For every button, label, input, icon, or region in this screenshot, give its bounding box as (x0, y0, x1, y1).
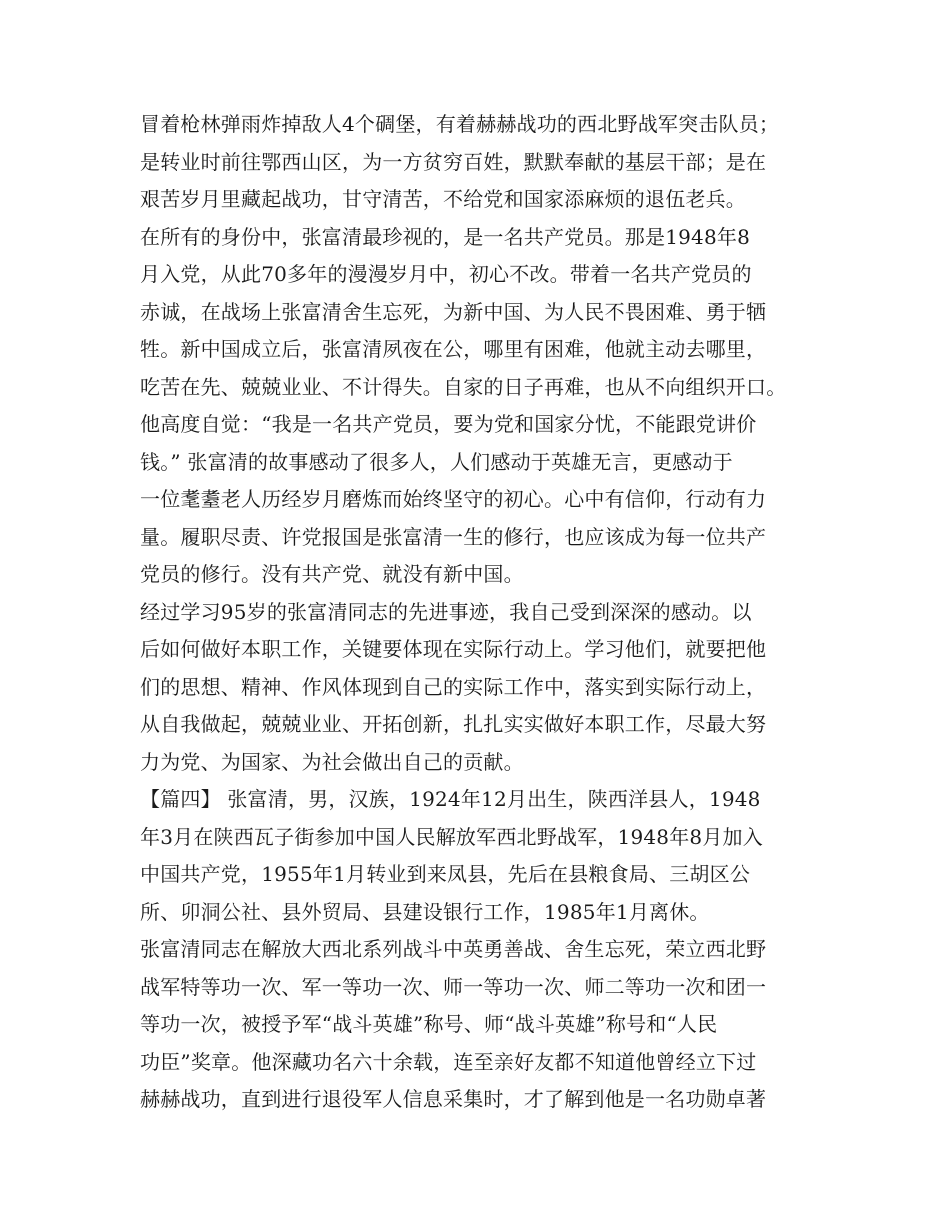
text-line: 功臣”奖章。他深藏功名六十余载，连至亲好友都不知道他曾经立下过 (140, 1049, 757, 1074)
text-line: 吃苦在先、兢兢业业、不计得失。自家的日子再难，也从不向组织开口。 (140, 374, 787, 399)
text-line: 是转业时前往鄂西山区，为一方贫穷百姓，默默奉献的基层干部；是在 (140, 149, 767, 174)
text-line: 党员的修行。没有共产党、就没有新中国。 (140, 562, 524, 586)
text-line: 冒着枪林弹雨炸掉敌人4个碉堡，有着赫赫战功的西北野战军突击队员； (140, 112, 780, 136)
text-line: 一位耄耋老人历经岁月磨炼而始终坚守的初心。心中有信仰，行动有力 (140, 487, 767, 511)
text-line: 牲。新中国成立后，张富清夙夜在公，哪里有困难，他就主动去哪里， (140, 337, 767, 361)
section-heading-line: 【篇四】 张富清，男，汉族，1924年12月出生，陕西洋县人，1948 (140, 787, 761, 811)
text-line: 在所有的身份中，张富清最珍视的，是一名共产党员。那是1948年8 (140, 224, 751, 249)
text-line: 年3月在陕西瓦子街参加中国人民解放军西北野战军，1948年8月加入 (140, 824, 763, 849)
text-line: 月入党，从此70多年的漫漫岁月中，初心不改。带着一名共产党员的 (140, 262, 752, 286)
text-line: 艰苦岁月里藏起战功，甘守清苦，不给党和国家添麻烦的退伍老兵。 (140, 187, 746, 211)
text-line: 赤诚，在战场上张富清舍生忘死，为新中国、为人民不畏困难、勇于牺 (140, 299, 767, 324)
text-line: 钱。” 张富清的故事感动了很多人，人们感动于英雄无言，更感动于 (140, 449, 733, 474)
text-line: 所、卯洞公社、县外贸局、县建设银行工作，1985年1月离休。 (140, 899, 710, 924)
text-line: 战军特等功一次、军一等功一次、师一等功一次、师二等功一次和团一 (140, 974, 767, 999)
text-line: 经过学习95岁的张富清同志的先进事迹，我自己受到深深的感动。以 (140, 599, 752, 624)
text-line: 力为党、为国家、为社会做出自己的贡献。 (140, 749, 524, 774)
text-line: 后如何做好本职工作，关键要体现在实际行动上。学习他们，就要把他 (140, 637, 767, 661)
document-body (140, 106, 820, 1119)
text-line: 量。履职尽责、许党报国是张富清一生的修行，也应该成为每一位共产 (140, 524, 767, 549)
text-line: 等功一次，被授予军“战斗英雄”称号、师“战斗英雄”称号和“人民 (140, 1012, 718, 1036)
text-line: 中国共产党，1955年1月转业到来凤县，先后在县粮食局、三胡区公 (140, 862, 751, 886)
text-line: 从自我做起，兢兢业业、开拓创新，扎扎实实做好本职工作，尽最大努 (140, 712, 767, 736)
text-line: 张富清同志在解放大西北系列战斗中英勇善战、舍生忘死，荣立西北野 (140, 937, 767, 961)
text-line: 们的思想、精神、作风体现到自己的实际工作中，落实到实际行动上， (140, 674, 767, 699)
text-line: 赫赫战功，直到进行退役军人信息采集时，才了解到他是一名功勋卓著 (140, 1087, 767, 1111)
text-line: 他高度自觉：“我是一名共产党员，要为党和国家分忧，不能跟党讲价 (140, 412, 757, 436)
